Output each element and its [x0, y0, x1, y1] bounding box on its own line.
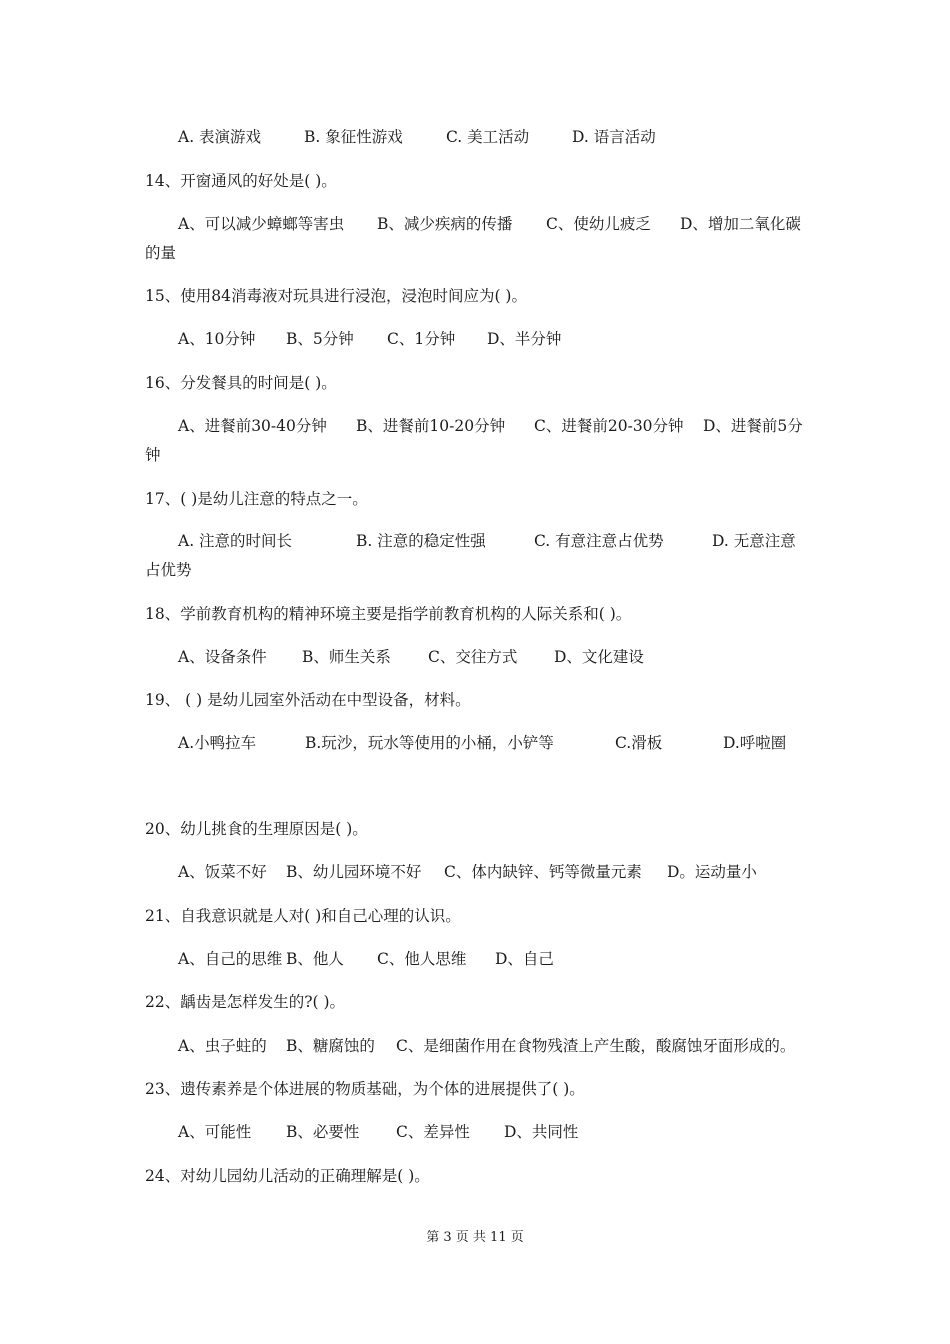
option: B、糖腐蚀的 [286, 1037, 375, 1055]
option-continuation: 钟 [145, 446, 161, 464]
option: D、自己 [495, 950, 554, 968]
option: D、共同性 [504, 1123, 579, 1141]
question-text: 18、学前教育机构的精神环境主要是指学前教育机构的人际关系和( )。 [145, 605, 632, 623]
question-text: 19、 ( ) 是幼儿园室外活动在中型设备，材料。 [145, 691, 471, 709]
option: A、自己的思维 [178, 950, 283, 968]
question-text: 17、( )是幼儿注意的特点之一。 [145, 490, 368, 508]
option: C、他人思维 [377, 950, 467, 968]
question-text: 15、使用84消毒液对玩具进行浸泡，浸泡时间应为( )。 [145, 287, 527, 305]
question-text: 22、龋齿是怎样发生的?( )。 [145, 993, 346, 1011]
options-row [178, 733, 786, 753]
question-text: 14、开窗通风的好处是( )。 [145, 172, 337, 190]
option: B、减少疾病的传播 [377, 215, 513, 233]
options-row [178, 127, 656, 147]
option: A、虫子蛀的 [178, 1037, 267, 1055]
page-footer: 第 3 页 共 11 页 [426, 1230, 524, 1245]
option: C、交往方式 [428, 648, 518, 666]
option: D. 语言活动 [572, 128, 656, 146]
option: D、半分钟 [487, 330, 562, 348]
option: C.滑板 [615, 734, 663, 752]
options-row [178, 647, 644, 667]
options-row [178, 1122, 578, 1142]
option: A、设备条件 [178, 648, 267, 666]
option: A、进餐前30-40分钟 [178, 417, 327, 435]
option: C. 有意注意占优势 [534, 532, 664, 550]
options-row [178, 1036, 795, 1056]
option: B. 象征性游戏 [304, 128, 403, 146]
option: C、1分钟 [387, 330, 456, 348]
option: B. 注意的稳定性强 [356, 532, 486, 550]
option: C、使幼儿疲乏 [546, 215, 651, 233]
question-text: 16、分发餐具的时间是( )。 [145, 374, 337, 392]
option: D、增加二氧化碳 [680, 215, 801, 233]
option: D、进餐前5分 [703, 417, 803, 435]
option: A、饭菜不好 [178, 863, 267, 881]
option: A、10分钟 [178, 330, 256, 348]
option: B、进餐前10-20分钟 [356, 417, 506, 435]
options-row [178, 416, 803, 436]
option: B、5分钟 [286, 330, 354, 348]
option: C. 美工活动 [446, 128, 530, 146]
options-row [178, 329, 561, 349]
option: C、差异性 [396, 1123, 470, 1141]
option: B、必要性 [286, 1123, 360, 1141]
option-continuation: 占优势 [145, 561, 192, 579]
option: A、可能性 [178, 1123, 252, 1141]
option: B、幼儿园环境不好 [286, 863, 422, 881]
option: A.小鸭拉车 [178, 734, 257, 752]
options-row [178, 862, 757, 882]
option: D。运动量小 [667, 863, 757, 881]
option: C、是细菌作用在食物残渣上产生酸，酸腐蚀牙面形成的。 [396, 1037, 796, 1055]
option: B、他人 [286, 950, 344, 968]
option: A. 表演游戏 [178, 128, 262, 146]
options-row [178, 531, 796, 551]
options-row [178, 949, 554, 969]
option: D.呼啦圈 [723, 734, 787, 752]
option: C、体内缺锌、钙等微量元素 [444, 863, 642, 881]
options-row [178, 214, 801, 234]
question-text: 23、遗传素养是个体进展的物质基础，为个体的进展提供了( )。 [145, 1080, 585, 1098]
question-text: 21、自我意识就是人对( )和自己心理的认识。 [145, 907, 461, 925]
option: A、可以减少蟑螂等害虫 [178, 215, 345, 233]
option-continuation: 的量 [145, 244, 177, 262]
option: D、文化建设 [554, 648, 644, 666]
question-text: 24、对幼儿园幼儿活动的正确理解是( )。 [145, 1167, 430, 1185]
question-text: 20、幼儿挑食的生理原因是( )。 [145, 820, 368, 838]
option: A. 注意的时间长 [178, 532, 293, 550]
option: B.玩沙，玩水等使用的小桶，小铲等 [305, 734, 554, 752]
option: C、进餐前20-30分钟 [534, 417, 684, 435]
option: B、师生关系 [302, 648, 391, 666]
option: D. 无意注意 [712, 532, 796, 550]
